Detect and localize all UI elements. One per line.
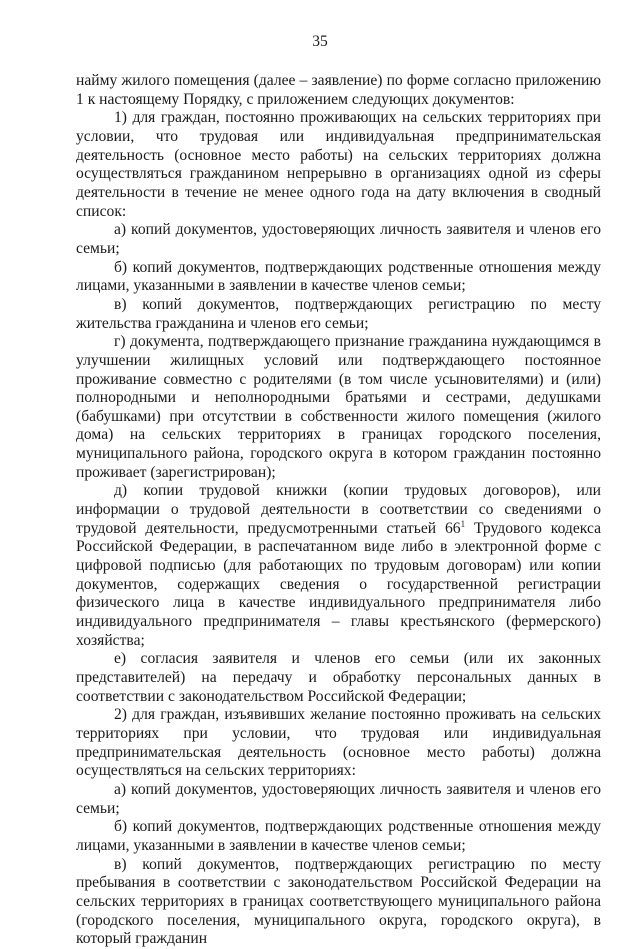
paragraph-item-2a: а) копий документов, удостоверяющих личность заявителя и членов его семьи; [76, 780, 601, 817]
paragraph-continuation: найму жилого помещения (далее – заявление) по форме согласно приложению 1 к настоящему Порядку, с приложением следующих документов: [76, 72, 601, 108]
paragraph-item-1d-text-after: Трудового кодекса Российской Федерации, в распечатанном виде либо в электронной форме с цифровой подписью (для работающих по трудовым договорам) или копии документов, содержащих сведения о государственной регистрации физического лица в качестве индивидуального предпринимателя либо индивидуального предпринимателя – главы крестьянского (фермерского) хозяйства; [76, 519, 601, 649]
page-number: 35 [312, 33, 328, 50]
paragraph-item-2: 2) для граждан, изъявивших желание постоянно проживать на сельских территориях при условии, что трудовая или индивидуальная предпринимательская деятельность (основное место работы) должна осуществляться на сельских территориях: [76, 706, 601, 780]
paragraph-item-2b: б) копий документов, подтверждающих родственные отношения между лицами, указанными в заявлении в качестве членов семьи; [76, 818, 601, 854]
paragraph-item-1v: в) копий документов, подтверждающих регистрацию по месту жительства гражданина и членов его семьи; [76, 295, 601, 332]
paragraph-item-1e: е) согласия заявителя и членов его семьи (или их законных представителей) на передачу и обработку персональных данных в соответствии с законодательством Российской Федерации; [76, 650, 601, 705]
document-body [76, 72, 601, 949]
paragraph-item-1a: а) копий документов, удостоверяющих личность заявителя и членов его семьи; [76, 221, 601, 257]
paragraph-item-1b: б) копий документов, подтверждающих родственные отношения между лицами, указанными в заявлении в качестве членов семьи; [76, 258, 601, 295]
paragraph-item-1g: г) документа, подтверждающего признание гражданина нуждающимся в улучшении жилищных условий или подтверждающего постоянное проживание совместно с родителями (в том числе усыновителями) и (или) полнородными и неполнородными братьями и сестрами, дедушками (бабушками) при отсутствии в собственности жилого помещения (жилого дома) на сельских территориях в границах городского поселения, муниципального района, городского округа в котором гражданин постоянно проживает (зарегистрирован); [76, 333, 601, 481]
paragraph-item-1d [76, 482, 601, 650]
paragraph-item-1: 1) для граждан, постоянно проживающих на сельских территориях при условии, что трудовая или индивидуальная предпринимательская деятельность (основное место работы) на сельских территориях должна осуществляться гражданином непрерывно в организациях одной из сферы деятельности в течение не менее одного года на дату включения в сводный список: [76, 109, 601, 220]
superscript-footnote: 1 [460, 518, 466, 529]
paragraph-item-1d-text-before: д) копии трудовой книжки (копии трудовых договоров), или информации о трудовой деятельности в соответствии со сведениями о трудовой деятельности, предусмотренными статьей 66 [76, 482, 601, 537]
paragraph-item-2v: в) копий документов, подтверждающих регистрацию по месту пребывания в соответствии с законодательством Российской Федерации на сельских территориях в границах соответствующего муниципального района (городского поселения, муниципального округа, городского округа), в который гражданин [76, 855, 601, 948]
